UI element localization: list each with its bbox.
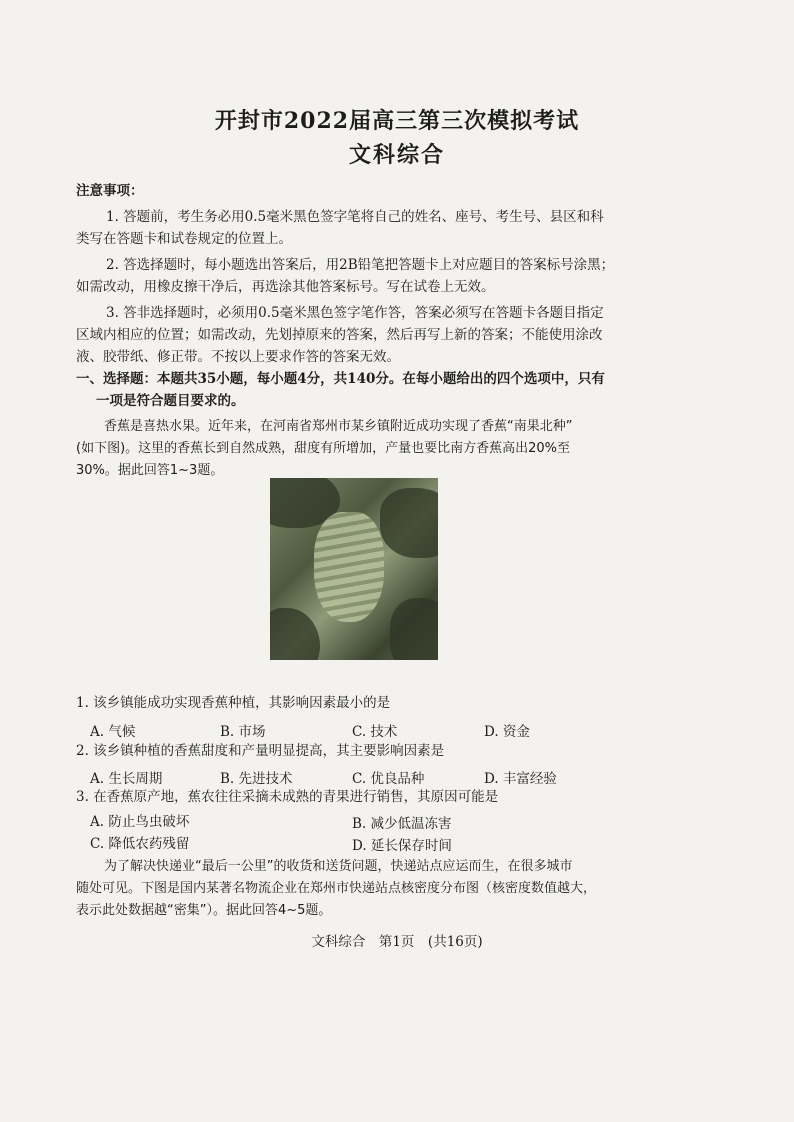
notice-item-1-line-1: 1. 答题前，考生务必用0.5毫米黑色签字笔将自己的姓名、座号、考生号、县区和科 (106, 209, 604, 225)
question-2-option-b: B. 先进技术 (220, 771, 293, 787)
notice-item-2-line-1: 2. 答选择题时，每小题选出答案后，用2B铅笔把答题卡上对应题目的答案标号涂黑； (106, 257, 615, 273)
question-3-option-b: B. 减少低温冻害 (352, 816, 452, 832)
notice-item-2-line-2: 如需改动，用橡皮擦干净后，再选涂其他答案标号。写在试卷上无效。 (76, 279, 495, 295)
notice-item-3-line-3: 液、胶带纸、修正带。不按以上要求作答的答案无效。 (76, 349, 400, 365)
question-2-option-a: A. 生长周期 (90, 771, 163, 787)
exam-subtitle: 文科综合 (348, 142, 445, 168)
page-footer: 文科综合 第1页 (共16页) (311, 934, 483, 950)
passage-2-line-2: 随处可见。下图是国内某著名物流企业在郑州市快递站点核密度分布图（核密度数值越大， (76, 881, 597, 896)
question-1-option-a: A. 气候 (90, 724, 136, 740)
question-2-option-d: D. 丰富经验 (484, 771, 557, 787)
question-3-option-c: C. 降低农药残留 (90, 836, 190, 852)
banana-photo (270, 478, 438, 660)
notice-item-1-line-2: 类写在答题卡和试卷规定的位置上。 (76, 231, 292, 247)
passage-1-line-3: 30%。据此回答1~3题。 (76, 463, 224, 478)
question-1-option-c: C. 技术 (352, 724, 398, 740)
question-1-stem: 1. 该乡镇能成功实现香蕉种植，其影响因素最小的是 (76, 695, 391, 711)
passage-2-line-3: 表示此处数据越“密集”）。据此回答4~5题。 (76, 903, 332, 918)
question-1-option-d: D. 资金 (484, 724, 530, 740)
question-3-option-a: A. 防止鸟虫破坏 (90, 814, 190, 830)
passage-1-line-2: (如下图)。这里的香蕉长到自然成熟，甜度有所增加，产量也要比南方香蕉高出20%至 (76, 441, 571, 456)
notice-item-3-line-2: 区域内相应的位置；如需改动，先划掉原来的答案，然后再写上新的答案；不能使用涂改 (76, 327, 603, 343)
section-1-line-1: 一、选择题：本题共35小题，每小题4分，共140分。在每小题给出的四个选项中，只有 (76, 371, 605, 387)
passage-1-line-1: 香蕉是喜热水果。近年来，在河南省郑州市某乡镇附近成功实现了香蕉“南果北种” (104, 419, 573, 434)
notice-item-3-line-1: 3. 答非选择题时，必须用0.5毫米黑色签字笔作答，答案必须写在答题卡各题目指定 (106, 305, 604, 321)
question-2-option-c: C. 优良品种 (352, 771, 425, 787)
question-3-option-d: D. 延长保存时间 (352, 838, 452, 854)
notice-heading: 注意事项： (76, 183, 144, 199)
passage-2-line-1: 为了解决快递业“最后一公里”的收货和送货问题，快递站点应运而生，在很多城市 (104, 859, 573, 874)
question-1-option-b: B. 市场 (220, 724, 266, 740)
section-1-line-2: 一项是符合题目要求的。 (96, 393, 245, 409)
question-3-stem: 3. 在香蕉原产地，蕉农往往采摘未成熟的青果进行销售，其原因可能是 (76, 789, 499, 805)
exam-title: 开封市2022届高三第三次模拟考试 (214, 108, 580, 134)
question-2-stem: 2. 该乡镇种植的香蕉甜度和产量明显提高，其主要影响因素是 (76, 743, 445, 759)
